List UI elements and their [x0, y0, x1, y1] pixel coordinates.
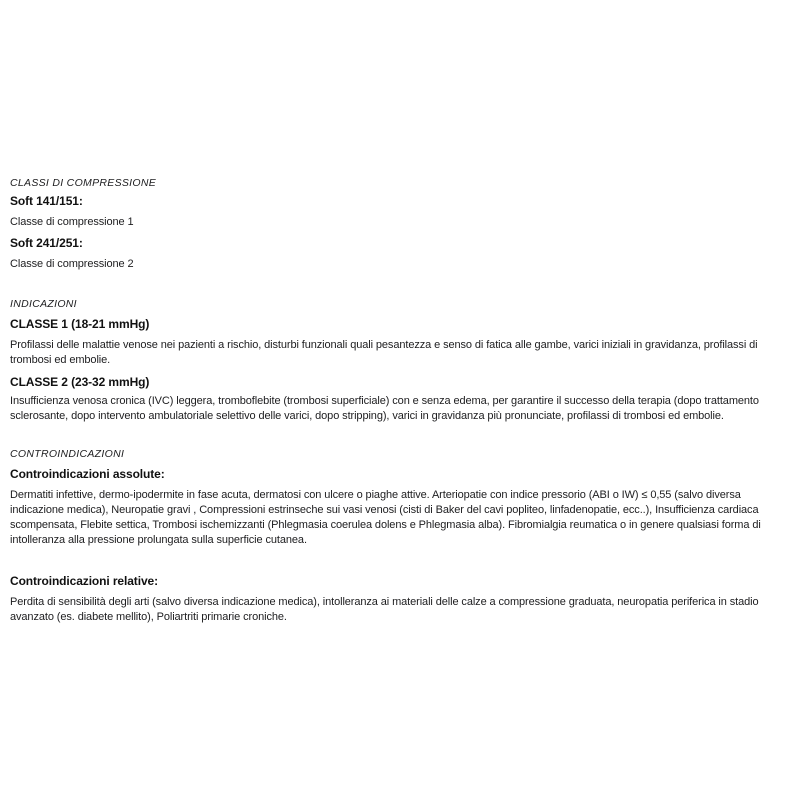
compression-classes-heading: CLASSI DI COMPRESSIONE — [10, 177, 157, 189]
indications-heading: INDICAZIONI — [10, 298, 77, 310]
section-contraindications — [10, 447, 790, 625]
contraindication-title: Controindicazioni assolute: — [10, 467, 165, 481]
indication-class-title: CLASSE 1 (18-21 mmHg) — [10, 317, 150, 331]
contraindication-title: Controindicazioni relative: — [10, 574, 158, 588]
contraindications-heading: CONTROINDICAZIONI — [10, 448, 125, 460]
compression-class-description: Classe di compressione 1 — [10, 216, 134, 228]
contraindication-body: Dermatiti infettive, dermo-ipodermite in fase acuta, dermatosi con ulcere o piaghe attive. Arteriopatie con indice pressorio (ABI o IW) ≤ 0,55 (salvo diversa indicazione medica), Neuropatie gravi , Compressioni estrinseche sui vasi venosi (cisti di Baker del cavi popliteo, linfadenopatie, ecc..), Insufficienza cardiaca scompensata, Flebite settica, Trombosi ischemizzanti (Phlegmasia coerulea dolens e Phlegmasia alba). Fibromialgia reumatica o in genere qualsiasi forma di intolleranza alla pressione prolungata sulla superficie cutanea. — [10, 489, 761, 546]
section-indications — [10, 297, 790, 424]
section-compression-classes — [10, 176, 790, 272]
contraindication-body: Perdita di sensibilità degli arti (salvo diversa indicazione medica), intolleranza ai materiali delle calze a compressione graduata, neuropatia periferica in stadio avanzato (es. diabete mellito), Poliartriti primarie croniche. — [10, 596, 759, 623]
indication-class-title: CLASSE 2 (23-32 mmHg) — [10, 375, 150, 389]
compression-class-label: Soft 241/251: — [10, 236, 83, 250]
compression-class-description: Classe di compressione 2 — [10, 258, 134, 270]
indication-class-body: Profilassi delle malattie venose nei pazienti a rischio, disturbi funzionali quali pesantezza e senso di fatica alle gambe, varici iniziali in gravidanza, profilassi di trombosi ed embolie. — [10, 339, 758, 366]
compression-class-label: Soft 141/151: — [10, 194, 83, 208]
indication-class-body: Insufficienza venosa cronica (IVC) leggera, tromboflebite (trombosi superficiale) con e senza edema, per garantire il successo della terapia (dopo trattamento sclerosante, dopo intervento ambulatoriale selettivo delle varici, dopo stripping), varici in gravidanza più pronunciate, profilassi di trombosi ed embolie. — [10, 395, 759, 422]
